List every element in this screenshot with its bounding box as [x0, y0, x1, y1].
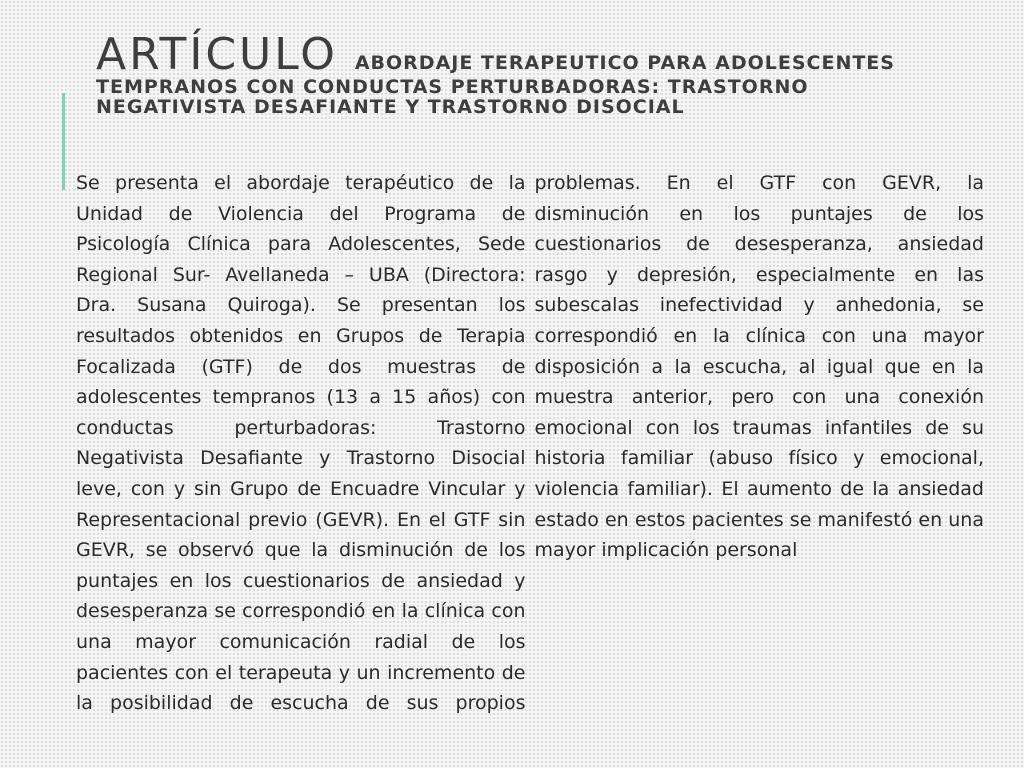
- title-subtitle-line1: ABORDAJE TERAPEUTICO PARA ADOLESCENTES: [354, 52, 895, 74]
- slide-title: [96, 29, 996, 119]
- title-subtitle-line2: TEMPRANOS CON CONDUCTAS PERTURBADORAS: TRASTORNO: [96, 76, 809, 99]
- title-main: ARTÍCULO: [96, 29, 355, 80]
- accent-bar: [62, 93, 65, 190]
- abstract-body: Se presenta el abordaje terapéutico de la Unidad de Violencia del Programa de Psicología Clínica para Adolescentes, Sede Regional Sur- Avellaneda – UBA (Directora: Dra. Susana Quiroga). Se presentan los resultados obtenidos en Grupos de Terapia Focalizada (GTF) de dos muestras de adolescentes tempranos (13 a 15 años) con conductas perturbadoras: Trastorno Negativista Desafiante y Trastorno Disocial leve, con y sin Grupo de Encuadre Vincular y Representacional previo (GEVR). En el GTF sin GEVR, se observó que la disminución de los puntajes en los cuestionarios de ansiedad y desesperanza se correspondió en la clínica con una mayor comunicación radial de los pacientes con el terapeuta y un incremento de la posibilidad de escucha de sus propios problemas. En el GTF con GEVR, la disminución en los puntajes de los cuestionarios de desesperanza, ansiedad rasgo y depresión, especialmente en las subescalas inefectividad y anhedonia, se correspondió en la clínica con una mayor disposición a la escucha, al igual que en la muestra anterior, pero con una conexión emocional con los traumas infantiles de su historia familiar (abuso físico y emocional, violencia familiar). El aumento de la ansiedad estado en estos pacientes se manifestó en una mayor implicación personal: [76, 172, 984, 715]
- title-subtitle-line3: NEGATIVISTA DESAFIANTE Y TRASTORNO DISOCIAL: [96, 96, 685, 119]
